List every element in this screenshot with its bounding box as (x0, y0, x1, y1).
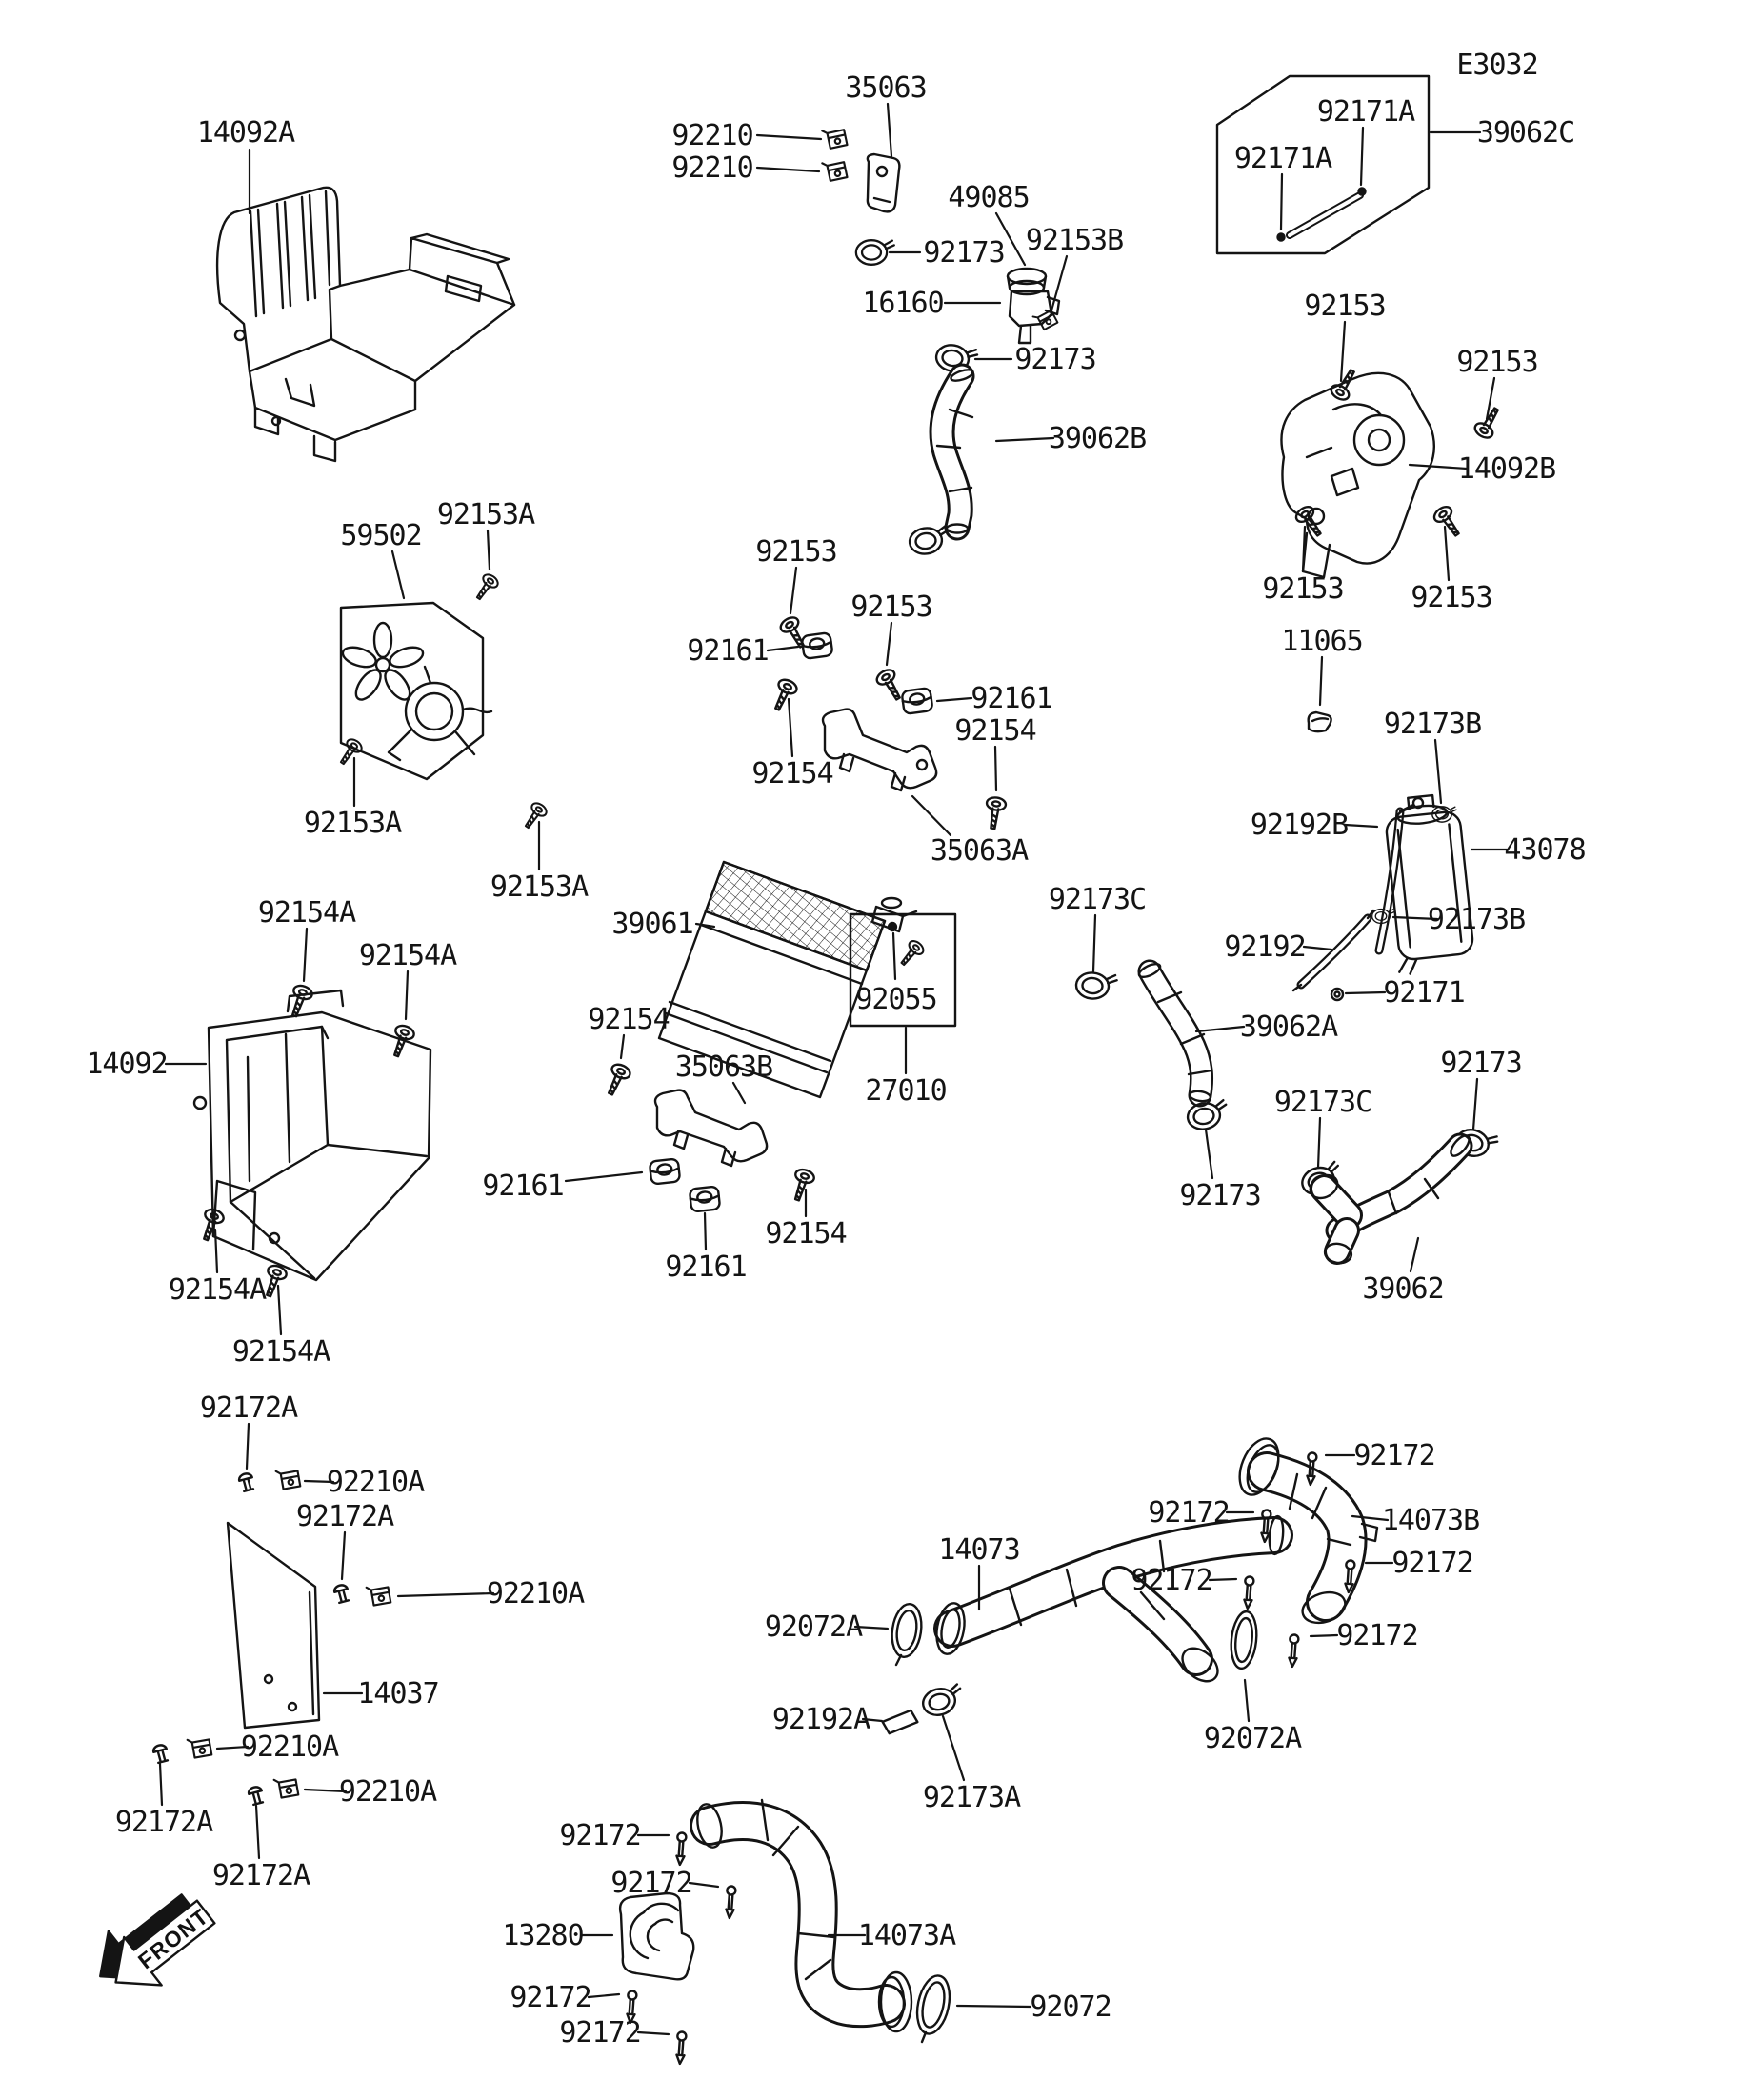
part-label-92154: 92154 (765, 1217, 847, 1250)
part-label-92210A: 92210A (326, 1466, 425, 1499)
rivet-92172A-icon (248, 1786, 265, 1806)
part-label-92154A: 92154A (168, 1273, 267, 1307)
pin-92172-icon (675, 1832, 686, 1865)
part-label-92154: 92154 (954, 714, 1036, 748)
part-label-92173: 92173 (1440, 1047, 1522, 1080)
part-label-92210A: 92210A (240, 1730, 339, 1764)
leader-line (789, 699, 792, 756)
leader-line (996, 438, 1053, 441)
part-label-92153: 92153 (755, 535, 837, 569)
leader-line (1361, 128, 1363, 185)
leader-line (937, 698, 971, 701)
part-label-92171: 92171 (1383, 976, 1465, 1010)
part-label-92072: 92072 (1030, 1990, 1111, 2024)
leader-line (696, 924, 714, 927)
leader-line (589, 1994, 619, 1997)
part-label-92173: 92173 (1179, 1179, 1261, 1212)
part-label-92153: 92153 (850, 590, 932, 624)
leader-line (757, 135, 821, 139)
leader-line (1345, 825, 1377, 827)
part-label-92173B: 92173B (1383, 708, 1482, 741)
screw-92154A-icon (388, 1023, 416, 1058)
part-label-35063A: 35063A (930, 834, 1029, 868)
part-label-92153A: 92153A (303, 807, 402, 840)
part-92072-gasket-icon (912, 1972, 954, 2042)
screw-92153-icon (1431, 504, 1465, 540)
leader-line (304, 929, 307, 981)
part-label-13280: 13280 (502, 1919, 584, 1952)
clip-92210A-icon (367, 1584, 391, 1606)
part-label-14037: 14037 (357, 1677, 439, 1710)
screw-92153A-icon (471, 572, 500, 603)
leader-line (768, 647, 798, 650)
part-label-92172: 92172 (1131, 1564, 1212, 1597)
leader-line (912, 796, 951, 835)
pin-92172-icon (1243, 1576, 1253, 1609)
part-label-92173: 92173 (1014, 343, 1096, 376)
clamp-92173-icon (856, 240, 894, 265)
part-label-92173B: 92173B (1427, 903, 1526, 936)
leader-line (1311, 1635, 1337, 1636)
part-label-14073: 14073 (938, 1533, 1020, 1567)
part-label-92172A: 92172A (114, 1806, 213, 1839)
clip-92210A-icon (276, 1468, 301, 1490)
part-label-35063: 35063 (845, 71, 927, 105)
part-92072A-gasket-icon (889, 1602, 925, 1665)
leader-line (638, 2032, 669, 2034)
part-label-92153: 92153 (1262, 572, 1344, 606)
leader-line (1346, 992, 1385, 993)
part-label-92161: 92161 (482, 1170, 564, 1203)
front-arrow (82, 1876, 225, 2011)
part-35063B-bracket-drawing (655, 1090, 767, 1166)
rivet-92172A-icon (238, 1472, 255, 1492)
part-label-92172A: 92172A (295, 1500, 394, 1533)
part-label-92172: 92172 (559, 1819, 641, 1852)
part-label-39061: 39061 (611, 908, 693, 941)
part-label-92154A: 92154A (231, 1335, 330, 1369)
leader-line (1473, 1079, 1477, 1130)
screw-92154A-icon (197, 1207, 226, 1242)
part-label-92172: 92172 (559, 2016, 641, 2050)
part-label-92172: 92172 (610, 1867, 692, 1900)
leader-line (790, 568, 796, 613)
part-11065-cap-drawing (1309, 712, 1331, 731)
leader-line (566, 1172, 642, 1181)
leader-line (893, 933, 895, 979)
part-label-27010: 27010 (865, 1074, 947, 1108)
part-59502-fan-drawing (340, 603, 491, 779)
pin-92172-icon (725, 1886, 735, 1918)
leader-line (1196, 1027, 1244, 1031)
part-label-92173A: 92173A (922, 1781, 1021, 1814)
leader-line (1245, 1680, 1249, 1721)
clip-92210-icon (822, 127, 847, 150)
part-39062B-hose-drawing (937, 368, 974, 532)
rivet-92172A-icon (152, 1744, 170, 1764)
part-label-92192B: 92192B (1250, 809, 1349, 842)
part-label-92153: 92153 (1304, 290, 1386, 323)
leader-line (957, 2006, 1031, 2007)
part-label-92171A: 92171A (1316, 95, 1415, 129)
part-39062-hose-assembly-drawing (1307, 1132, 1472, 1265)
damper-92161-icon (690, 1186, 720, 1211)
screw-92153-icon (1329, 366, 1361, 402)
leader-line (943, 1716, 964, 1780)
leader-line (1206, 1130, 1212, 1178)
part-label-35063B: 35063B (674, 1050, 773, 1084)
leader-line (1435, 740, 1441, 803)
leader-line (160, 1764, 162, 1805)
clip-92210A-icon (274, 1776, 299, 1798)
leader-line (757, 168, 819, 171)
part-label-92055: 92055 (855, 983, 937, 1016)
part-13280-holder-drawing (620, 1893, 693, 1979)
leader-line (1445, 527, 1449, 580)
part-label-92173C: 92173C (1048, 883, 1147, 916)
part-14092-duct-drawing (194, 990, 430, 1280)
part-label-39062: 39062 (1362, 1272, 1444, 1306)
screw-92154-icon (602, 1062, 632, 1098)
part-label-92173C: 92173C (1273, 1086, 1372, 1119)
leader-line (1210, 1579, 1236, 1580)
front-arrow-label: FRONT (132, 1903, 214, 1974)
part-label-92161: 92161 (687, 634, 769, 668)
clip-92210A-icon (188, 1736, 212, 1758)
leader-line (247, 1424, 249, 1469)
part-92192A-wedge-icon (883, 1710, 918, 1734)
part-label-39062A: 39062A (1239, 1010, 1338, 1044)
leader-line (1093, 915, 1095, 971)
part-49085-cap-16160-valve-drawing (1008, 269, 1059, 343)
leader-line (690, 1883, 718, 1887)
leader-line (733, 1083, 745, 1103)
part-label-16160: 16160 (862, 287, 944, 320)
part-35063A-bracket-drawing (823, 710, 936, 790)
part-label-92072A: 92072A (764, 1610, 863, 1644)
part-label-59502: 59502 (340, 519, 422, 552)
part-92072A-gasket-icon (1229, 1610, 1259, 1670)
callout-labels-layer (86, 49, 1585, 2050)
pin-92172-icon (675, 2031, 686, 2064)
leader-line (1341, 322, 1345, 381)
part-label-92172: 92172 (1336, 1619, 1418, 1652)
leader-line (1304, 947, 1331, 950)
leader-line (1320, 657, 1322, 705)
leader-line (705, 1213, 706, 1250)
leader-line (888, 104, 891, 156)
part-label-92154: 92154 (751, 757, 833, 790)
damper-92161-icon (650, 1158, 680, 1184)
part-label-92172: 92172 (510, 1981, 591, 2014)
part-label-92154A: 92154A (257, 896, 356, 930)
leader-line (406, 971, 408, 1019)
screw-92153A-icon (520, 801, 549, 831)
part-label-92192: 92192 (1224, 930, 1306, 964)
pin-92172-icon (1288, 1634, 1298, 1667)
part-label-14092: 14092 (86, 1048, 168, 1081)
screw-92154-icon (983, 796, 1006, 830)
part-label-92172: 92172 (1353, 1439, 1435, 1472)
leader-line (887, 623, 891, 665)
part-label-39062B: 39062B (1048, 422, 1147, 455)
leader-line (995, 747, 996, 790)
part-label-92172A: 92172A (199, 1391, 298, 1425)
part-label-E3032: E3032 (1456, 49, 1538, 82)
part-label-92153A: 92153A (490, 870, 589, 904)
leader-line (1318, 1118, 1320, 1168)
leader-line (1411, 1238, 1418, 1271)
part-label-92161: 92161 (665, 1250, 747, 1284)
part-label-49085: 49085 (948, 181, 1030, 214)
part-label-92161: 92161 (971, 682, 1052, 715)
part-label-92172: 92172 (1391, 1547, 1473, 1580)
part-14037-panel-drawing (228, 1523, 319, 1728)
part-label-43078: 43078 (1504, 833, 1586, 867)
part-label-92072A: 92072A (1203, 1722, 1302, 1755)
leader-line (256, 1806, 259, 1858)
part-label-92154: 92154 (588, 1003, 670, 1036)
part-label-92192A: 92192A (771, 1703, 870, 1736)
leader-line (278, 1286, 281, 1334)
part-label-92172: 92172 (1148, 1496, 1230, 1530)
part-label-92153B: 92153B (1025, 224, 1124, 257)
leader-line (392, 551, 404, 598)
nut-92161-icon (801, 632, 832, 659)
clamp-92173C-icon (1075, 971, 1117, 1001)
leader-line (398, 1593, 493, 1596)
part-label-92153A: 92153A (436, 498, 535, 531)
part-label-14092A: 14092A (196, 116, 295, 150)
leader-line (1281, 174, 1282, 230)
part-label-92210A: 92210A (338, 1775, 437, 1809)
part-label-14073B: 14073B (1381, 1504, 1480, 1537)
rivet-92172A-icon (333, 1584, 350, 1604)
part-14073A-hose-drawing (693, 1800, 911, 2031)
part-label-92153: 92153 (1411, 581, 1492, 614)
screw-92154-icon (769, 677, 799, 713)
clamp-92173A-icon (920, 1683, 966, 1718)
leader-line (488, 530, 490, 570)
part-label-92173: 92173 (923, 236, 1005, 270)
part-label-92210A: 92210A (486, 1577, 585, 1610)
leader-line (621, 1035, 624, 1058)
part-label-92154A: 92154A (358, 939, 457, 972)
part-label-92210: 92210 (671, 151, 753, 185)
clip-92210-icon (822, 159, 847, 182)
part-label-11065: 11065 (1281, 625, 1363, 658)
part-label-14092B: 14092B (1457, 452, 1556, 486)
part-label-92172A: 92172A (211, 1859, 310, 1892)
part-35063-plate-drawing (868, 154, 900, 211)
part-14092A-shroud-drawing (217, 188, 514, 461)
screw-92154-icon (788, 1168, 815, 1203)
part-label-92210: 92210 (671, 119, 753, 152)
leader-line (342, 1532, 345, 1579)
part-92171-grommet-icon (1331, 989, 1343, 1000)
leader-line (215, 1230, 217, 1272)
part-label-14073A: 14073A (857, 1919, 956, 1952)
part-label-92153: 92153 (1456, 346, 1538, 379)
part-label-92171A: 92171A (1233, 142, 1332, 175)
part-label-39062C: 39062C (1476, 116, 1575, 150)
nut-92161-icon (901, 688, 932, 714)
